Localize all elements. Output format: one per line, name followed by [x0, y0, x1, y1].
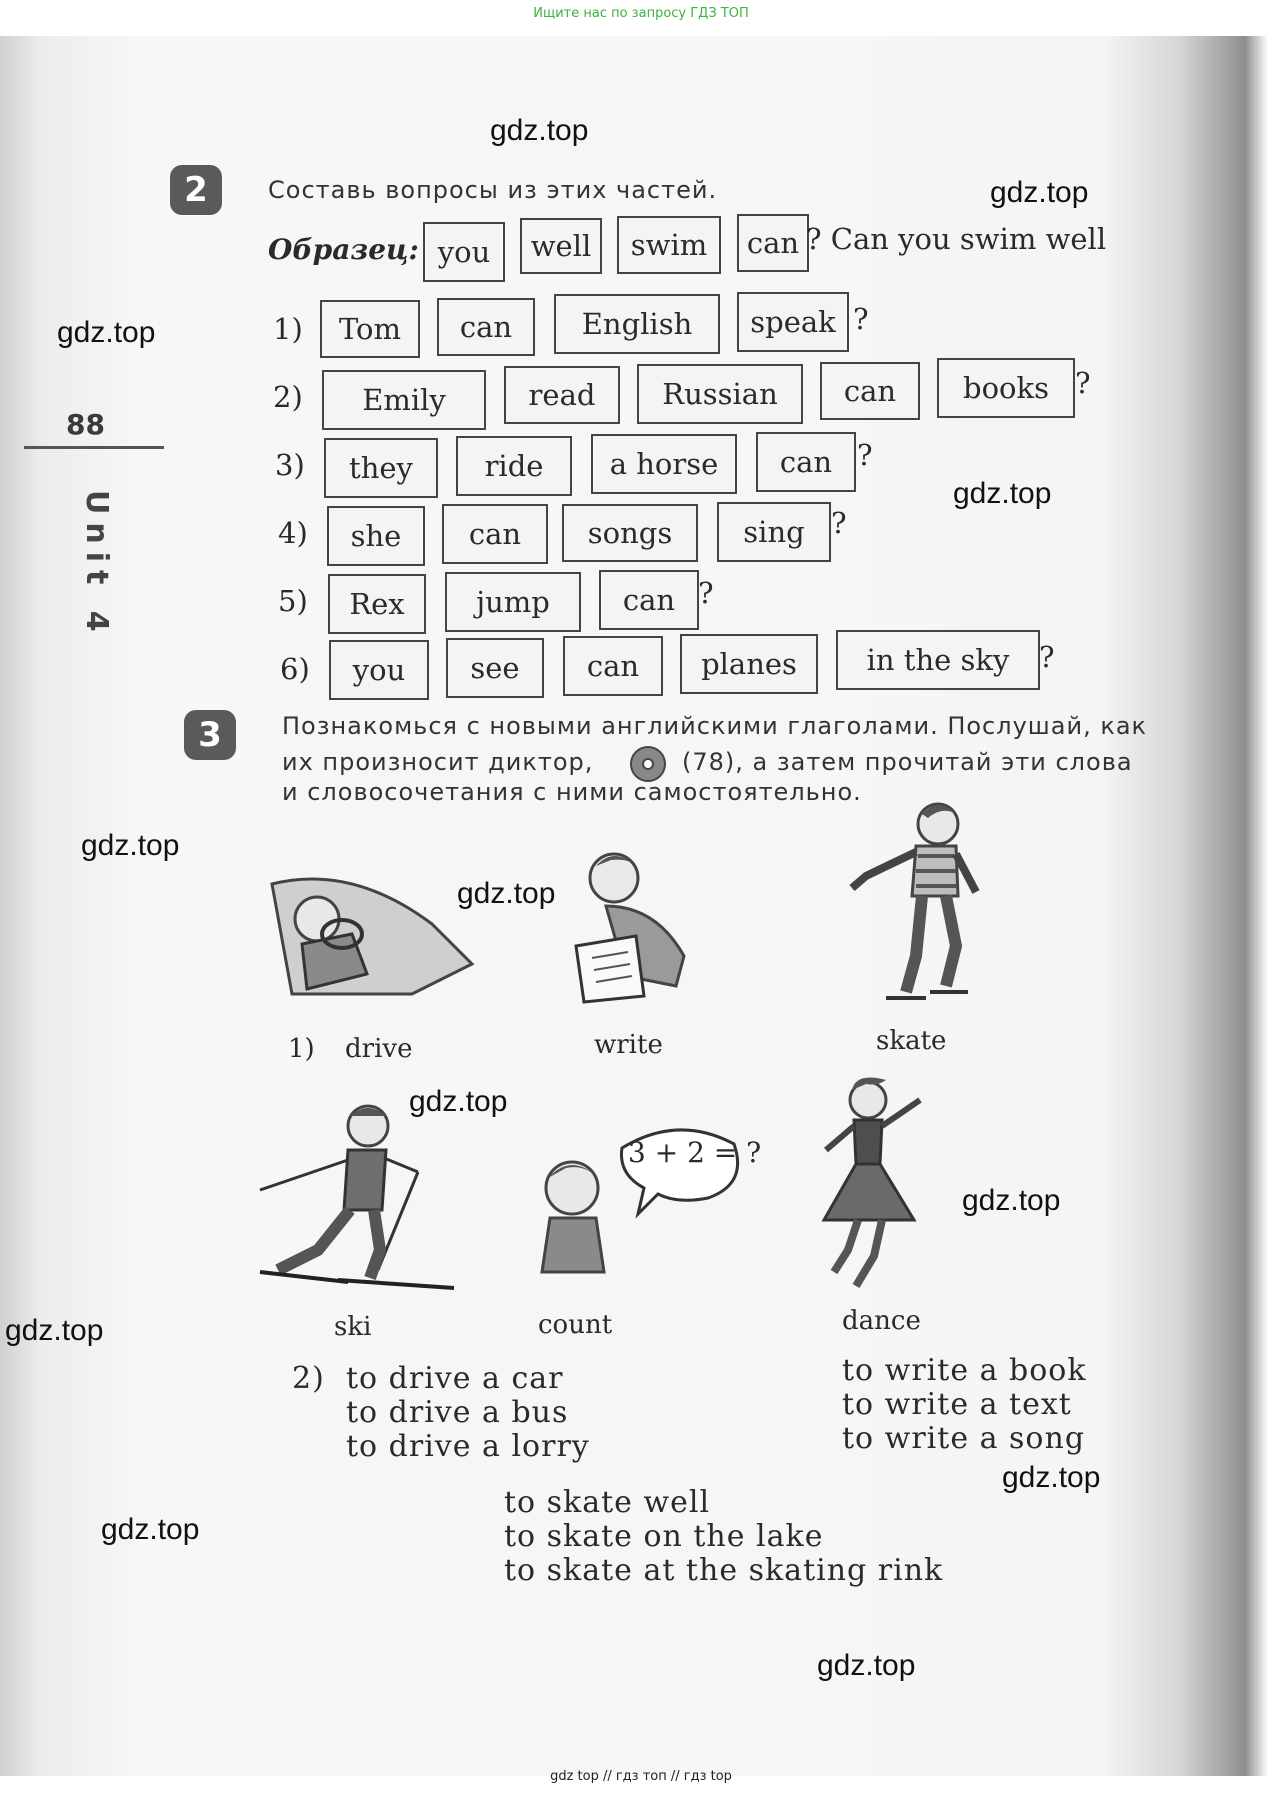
phrase-drive: to drive a bus — [346, 1395, 569, 1430]
watermark: gdz.top — [953, 477, 1052, 510]
exercise-instruction-line1: Познакомься с новыми английскими глаголами. Послушай, как — [282, 712, 1148, 740]
phrase-skate: to skate on the lake — [504, 1519, 824, 1554]
watermark: gdz.top — [57, 316, 156, 349]
phrase-skate: to skate at the skating rink — [504, 1553, 944, 1588]
row-number: 2) — [273, 380, 303, 414]
word-card: can — [599, 570, 699, 630]
exercise-instruction-line2b: (78), а затем прочитай эти слова — [682, 748, 1133, 776]
word-card: can — [756, 432, 856, 492]
dance-illustration — [816, 1070, 926, 1296]
question-mark: ? — [1039, 640, 1055, 674]
watermark: gdz.top — [962, 1184, 1061, 1217]
write-illustration — [566, 846, 696, 1006]
part-number: 1) — [288, 1034, 315, 1064]
watermark: gdz.top — [81, 829, 180, 862]
watermark: gdz.top — [817, 1649, 916, 1682]
phrase-drive: to drive a lorry — [346, 1429, 590, 1464]
word-card: can — [437, 298, 535, 356]
verb-caption: dance — [842, 1306, 921, 1336]
word-card: English — [554, 294, 720, 354]
verb-caption: ski — [334, 1312, 372, 1342]
word-card: they — [324, 438, 438, 498]
question-mark: ? — [853, 302, 869, 336]
word-card: she — [327, 506, 425, 566]
verb-caption: skate — [876, 1026, 947, 1056]
word-card: see — [446, 638, 544, 698]
word-card: ride — [456, 436, 572, 496]
word-card: a horse — [591, 434, 737, 494]
row-number: 4) — [278, 516, 308, 550]
sample-answer: ? Can you swim well — [806, 222, 1107, 256]
word-card: planes — [680, 634, 818, 694]
row-number: 3) — [275, 448, 305, 482]
row-number: 1) — [273, 312, 303, 346]
watermark: gdz.top — [409, 1085, 508, 1118]
sample-label: Образец: — [268, 233, 419, 266]
word-card: songs — [562, 504, 698, 562]
word-card: Russian — [637, 364, 803, 424]
word-card: Emily — [322, 370, 486, 430]
question-mark: ? — [831, 506, 847, 540]
watermark: gdz.top — [990, 176, 1089, 209]
phrase-drive: to drive a car — [346, 1361, 564, 1396]
word-card: can — [820, 362, 920, 420]
word-card: Rex — [328, 574, 426, 634]
verb-caption: drive — [345, 1034, 413, 1064]
row-number: 5) — [278, 584, 308, 618]
phrase-write: to write a song — [842, 1421, 1086, 1456]
part-number: 2) — [292, 1361, 325, 1396]
exercise-instruction: Составь вопросы из этих частей. — [268, 176, 718, 204]
exercise-instruction-line2a: их произносит диктор, — [282, 748, 594, 776]
watermark: gdz.top — [101, 1513, 200, 1546]
unit-label: Unit 4 — [79, 490, 114, 640]
phrase-write: to write a text — [842, 1387, 1072, 1422]
word-card: Tom — [320, 300, 420, 358]
word-card: sing — [717, 502, 831, 562]
question-mark: ? — [857, 438, 873, 472]
word-card: read — [504, 366, 620, 424]
top-banner: Ищите нас по запросу ГДЗ ТОП — [533, 6, 749, 21]
page-number-rule — [24, 446, 164, 449]
word-card: swim — [617, 216, 721, 274]
exercise-number-badge: 3 — [184, 710, 236, 760]
question-mark: ? — [698, 576, 714, 610]
row-number: 6) — [280, 652, 310, 686]
word-card: you — [423, 222, 505, 282]
watermark: gdz.top — [5, 1314, 104, 1347]
watermark: gdz.top — [457, 877, 556, 910]
bottom-banner: gdz top // гдз топ // гдз top — [550, 1769, 732, 1784]
watermark: gdz.top — [490, 114, 589, 147]
ski-illustration — [258, 1100, 456, 1294]
speech-bubble-text: 3 + 2 = ? — [628, 1136, 762, 1169]
word-card: jump — [445, 572, 581, 632]
word-card: you — [329, 640, 429, 700]
word-card: can — [563, 636, 663, 696]
word-card: in the sky — [836, 630, 1040, 690]
question-mark: ? — [1075, 366, 1091, 400]
skate-illustration — [846, 796, 986, 1010]
word-card: can — [737, 214, 809, 272]
word-card: can — [442, 504, 548, 564]
phrase-write: to write a book — [842, 1353, 1087, 1388]
word-card: well — [520, 218, 602, 274]
phrase-skate: to skate well — [504, 1485, 711, 1520]
word-card: speak — [737, 292, 849, 352]
exercise-number-badge: 2 — [170, 165, 222, 215]
watermark: gdz.top — [1002, 1461, 1101, 1494]
verb-caption: write — [594, 1030, 663, 1060]
drive-illustration — [262, 864, 480, 1004]
word-card: books — [937, 358, 1075, 418]
page-number: 88 — [66, 408, 105, 441]
verb-caption: count — [538, 1310, 613, 1340]
exercise-instruction-line3: и словосочетания с ними самостоятельно. — [282, 778, 862, 806]
